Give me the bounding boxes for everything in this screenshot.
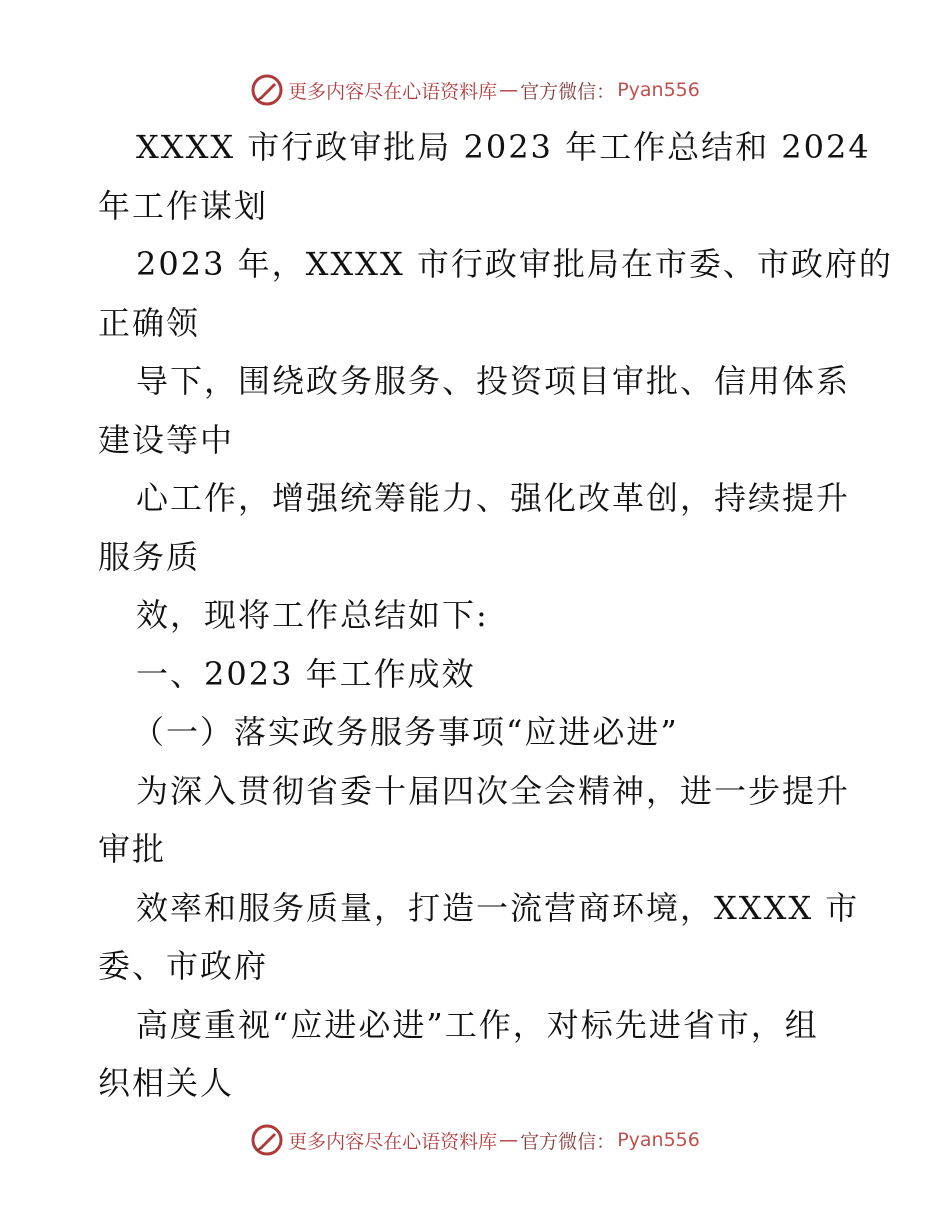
paragraph-line: 建设等中 <box>98 420 235 459</box>
watermark-label: 官方微信： <box>520 80 616 103</box>
paragraph-line: 导下，围绕政务服务、投资项目审批、信用体系 <box>136 362 851 400</box>
paragraph-line: 服务质 <box>98 537 201 576</box>
quill-logo-icon <box>250 73 284 107</box>
title-line-1: XXXX 市行政审批局 2023 年工作总结和 2024 <box>136 128 871 166</box>
paragraph-line: 为深入贯彻省委十届四次全会精神，进一步提升 <box>136 771 851 810</box>
title-line-2: 年工作谋划 <box>98 186 269 225</box>
paragraph-line: 委、市政府 <box>98 947 269 985</box>
watermark-brand: 更多内容尽在心语资料库 <box>288 1130 498 1153</box>
paragraph-line: 效，现将工作总结如下: <box>136 596 489 634</box>
section-heading: 一、2023 年工作成效 <box>136 654 476 693</box>
watermark-label: 官方微信： <box>520 1130 616 1153</box>
paragraph-line: 效率和服务质量，打造一流营商环境，XXXX 市 <box>136 888 860 927</box>
subsection-heading: （一）落实政务服务事项“应进必进” <box>132 713 679 751</box>
paragraph-line: 审批 <box>98 830 167 868</box>
footer-watermark <box>0 1120 950 1160</box>
watermark-dash: — <box>499 1129 519 1151</box>
paragraph-line: 正确领 <box>98 303 201 342</box>
paragraph-line: 织相关人 <box>98 1064 235 1102</box>
header-watermark <box>0 70 950 110</box>
paragraph-line: 2023 年，XXXX 市行政审批局在市委、市政府的 <box>136 245 893 283</box>
quill-logo-icon <box>250 1123 284 1157</box>
watermark-dash: — <box>499 79 519 101</box>
watermark-wechat-id: Pyan556 <box>617 1129 700 1151</box>
watermark-wechat-id: Pyan556 <box>617 79 700 101</box>
document-body <box>98 118 893 1113</box>
watermark-brand: 更多内容尽在心语资料库 <box>288 80 498 103</box>
paragraph-line: 高度重视“应进必进”工作，对标先进省市，组 <box>136 1005 819 1044</box>
paragraph-line: 心工作，增强统筹能力、强化改革创，持续提升 <box>136 479 851 517</box>
